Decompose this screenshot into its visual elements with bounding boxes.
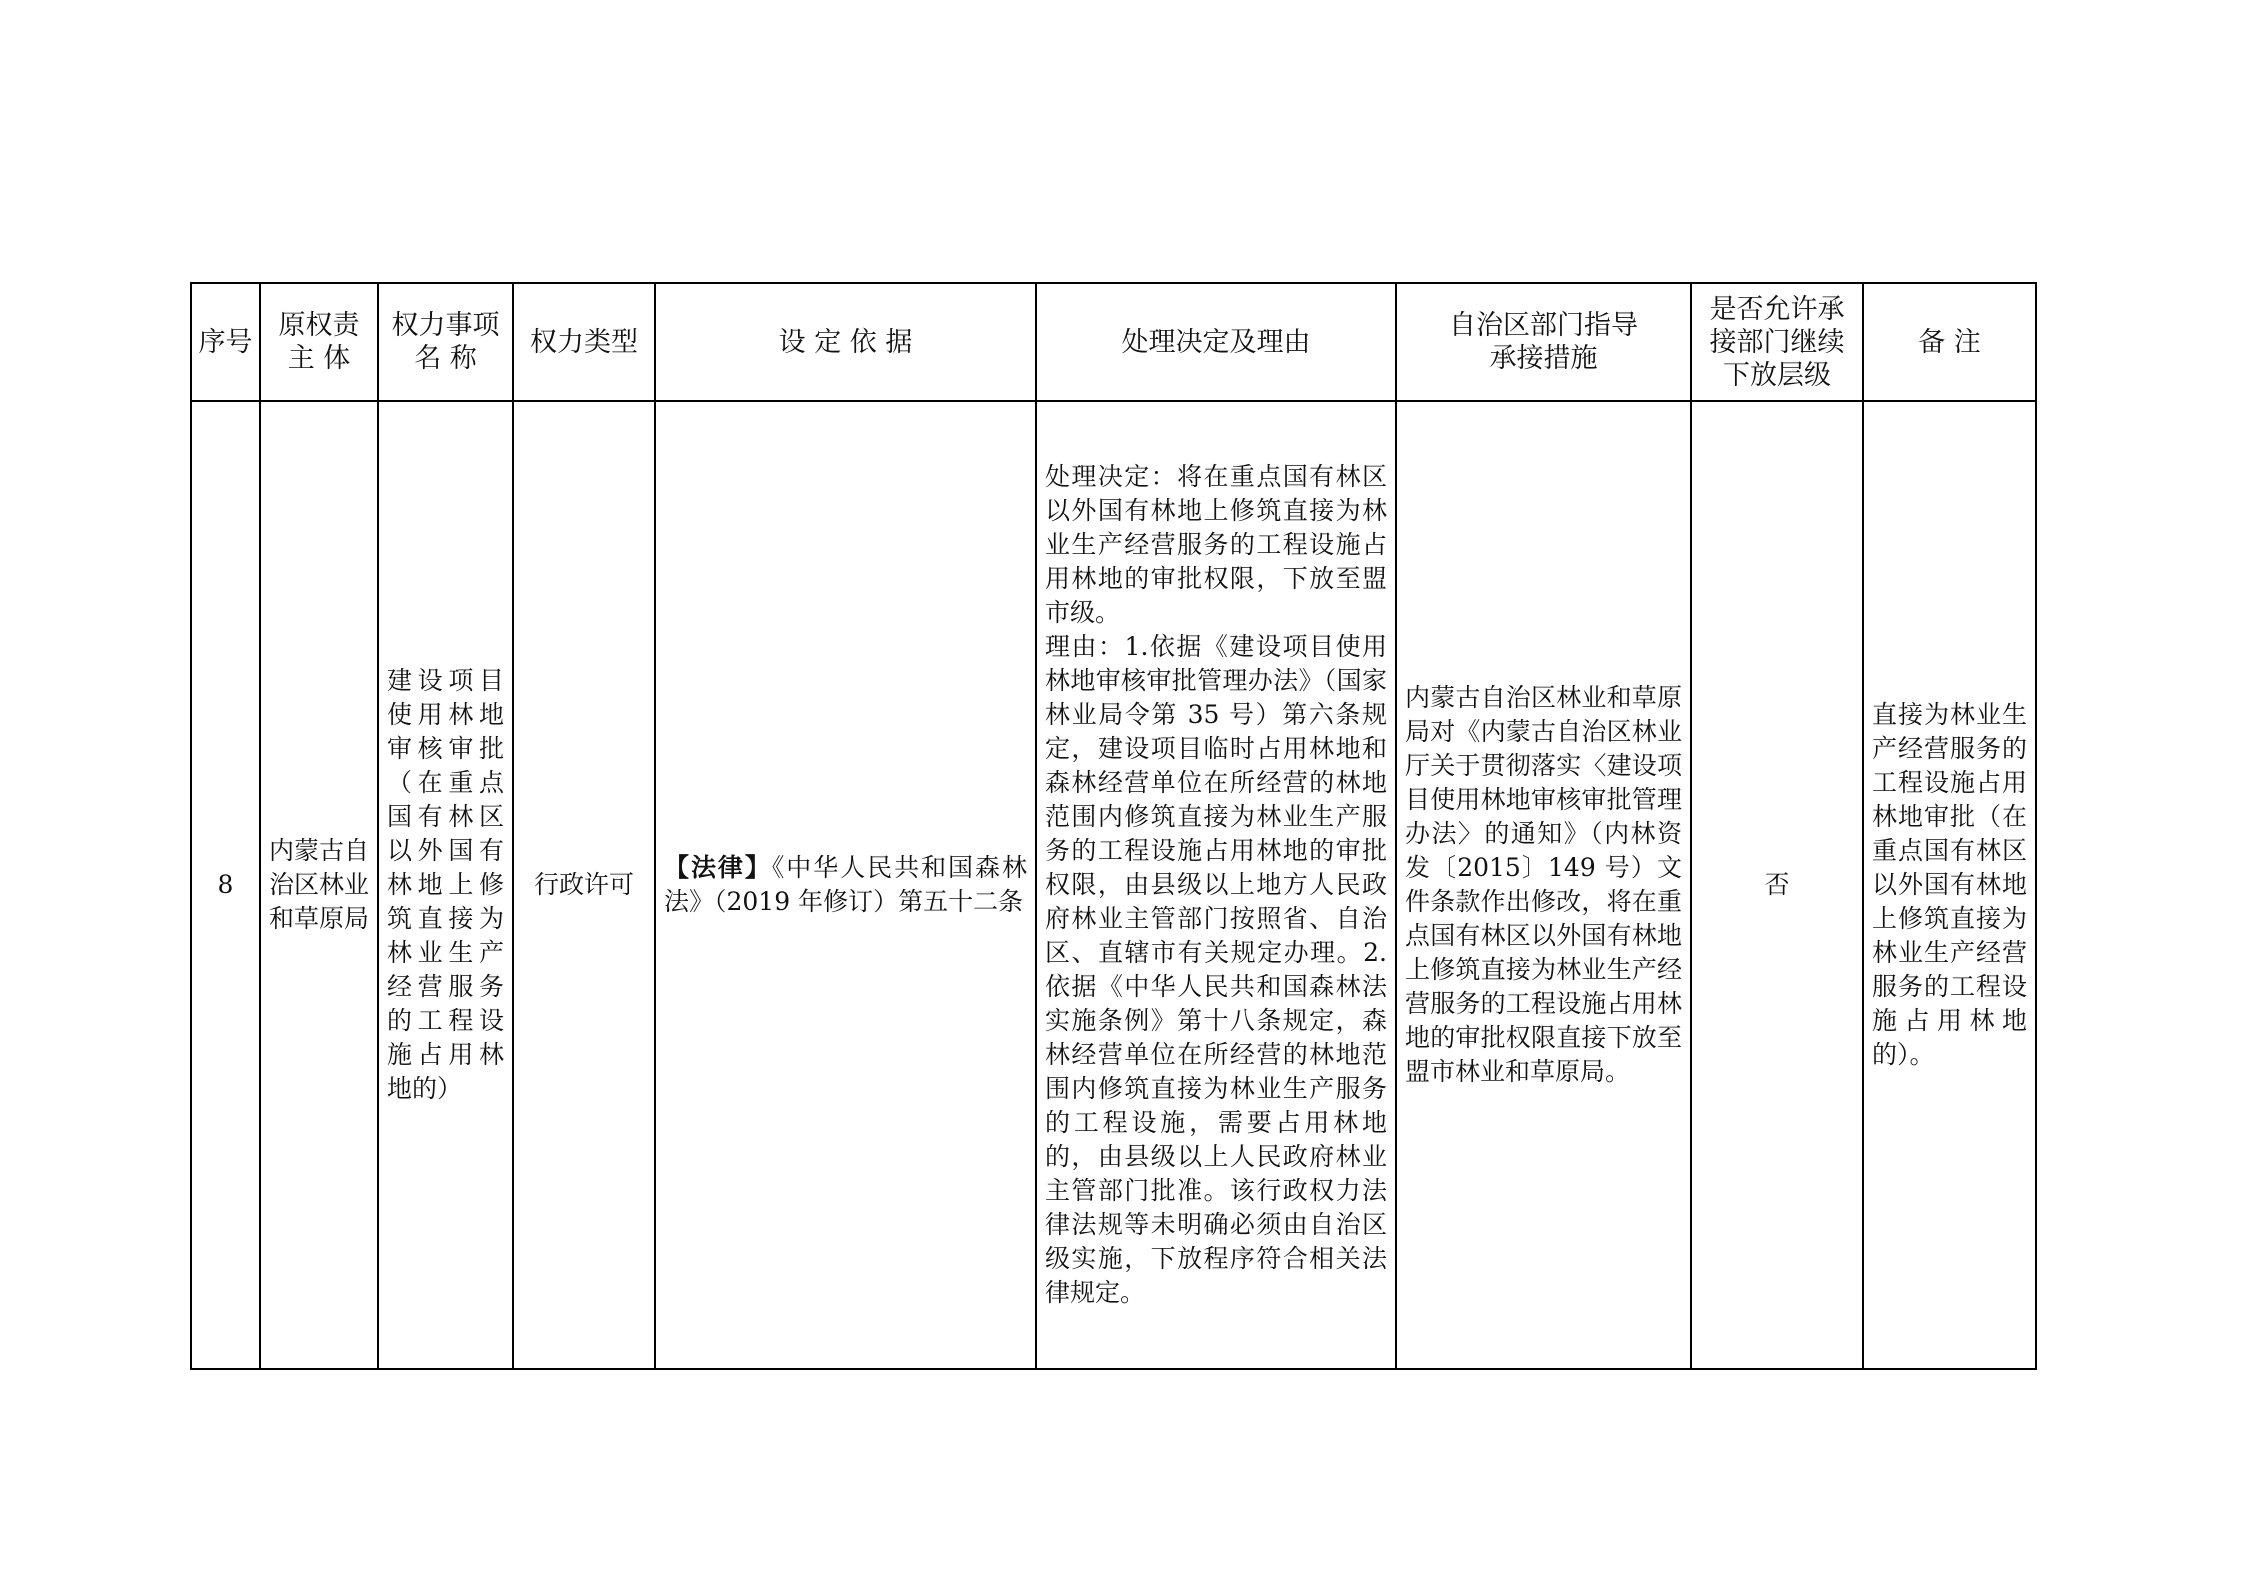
header-basis-label: 设 定 依 据	[778, 326, 913, 358]
header-measures-line1: 自治区部门指导	[1449, 310, 1638, 341]
measures-value: 内蒙古自治区林业和草原局对《内蒙古自治区林业厅关于贯彻落实〈建设项目使用林地审核审批管理办法〉的通知》（内林资发〔2015〕149 号）文件条款作出修改，将在重点国有林区以外国有林地上修筑直接为林业生产经营服务的工程设施占用林地的审批权限直接下放至盟市林业和草原局。	[1405, 683, 1682, 1086]
basis-text: 《中华人民共和国森林法》（2019 年修订）第五十二条	[664, 853, 1027, 916]
seq-value: 8	[217, 870, 234, 899]
cell-item	[378, 401, 513, 1369]
basis-value	[656, 851, 1035, 919]
item-value: 建设项目使用林地审核审批（在重点国有林区以外国有林地上修筑直接为林业生产经营服务的工程设施占用林地的）	[387, 666, 504, 1103]
cell-remarks	[1863, 401, 2036, 1369]
header-allow	[1691, 283, 1863, 401]
header-measures	[1396, 283, 1691, 401]
cell-basis	[655, 401, 1036, 1369]
decision-value: 处理决定：将在重点国有林区以外国有林地上修筑直接为林业生产经营服务的工程设施占用林地的审批权限，下放至盟市级。 理由：1.依据《建设项目使用林地审核审批管理办法》（国家林业局令第 35 号）第六条规定，建设项目临时占用林地和森林经营单位在所经营的林地范围内修筑直接为林业生产服务的工程设施占用林地的审批权限，由县级以上地方人民政府林业主管部门按照省、自治区、直辖市有关规定办理。2.依据《中华人民共和国森林法实施条例》第十八条规定，森林经营单位在所经营的林地范围内修筑直接为林业生产服务的工程设施，需要占用林地的，由县级以上人民政府林业主管部门批准。该行政权力法律法规等未明确必须由自治区级实施，下放程序符合相关法律规定。	[1045, 462, 1387, 1307]
header-basis	[655, 283, 1036, 401]
header-seq-label: 序号	[198, 326, 253, 358]
header-decision-label: 处理决定及理由	[1121, 326, 1311, 358]
header-type	[513, 283, 655, 401]
cell-measures	[1396, 401, 1691, 1369]
subject-value: 内蒙古自治区林业和草原局	[269, 836, 370, 933]
table-row	[191, 401, 2036, 1369]
header-seq	[191, 283, 260, 401]
allow-value: 否	[1764, 870, 1790, 899]
remarks-value: 直接为林业生产经营服务的工程设施占用林地审批（在重点国有林区以外国有林地上修筑直接为林业生产经营服务的工程设施占用林地的）。	[1872, 700, 2027, 1069]
cell-seq	[191, 401, 260, 1369]
header-remarks	[1863, 283, 2036, 401]
header-row	[191, 283, 2036, 401]
header-measures-line2: 承接措施	[1489, 343, 1598, 374]
cell-decision	[1036, 401, 1396, 1369]
header-item-line2: 名 称	[414, 343, 477, 374]
cell-subject	[260, 401, 378, 1369]
header-remarks-label: 备 注	[1918, 326, 1981, 358]
power-list-table	[190, 282, 2037, 1370]
cell-allow	[1691, 401, 1863, 1369]
cell-type	[513, 401, 655, 1369]
header-type-label: 权力类型	[530, 326, 638, 358]
header-subject-line1: 原权责	[278, 310, 360, 341]
header-allow-line1: 是否允许承	[1709, 293, 1845, 325]
header-subject	[260, 283, 378, 401]
header-decision	[1036, 283, 1396, 401]
header-allow-line2: 接部门继续	[1709, 326, 1845, 358]
header-item	[378, 283, 513, 401]
header-allow-line3: 下放层级	[1723, 359, 1831, 391]
type-value: 行政许可	[533, 870, 634, 899]
basis-tag: 【法律】	[664, 853, 772, 882]
header-item-line1: 权力事项	[391, 310, 500, 341]
header-subject-line2: 主 体	[287, 343, 351, 374]
